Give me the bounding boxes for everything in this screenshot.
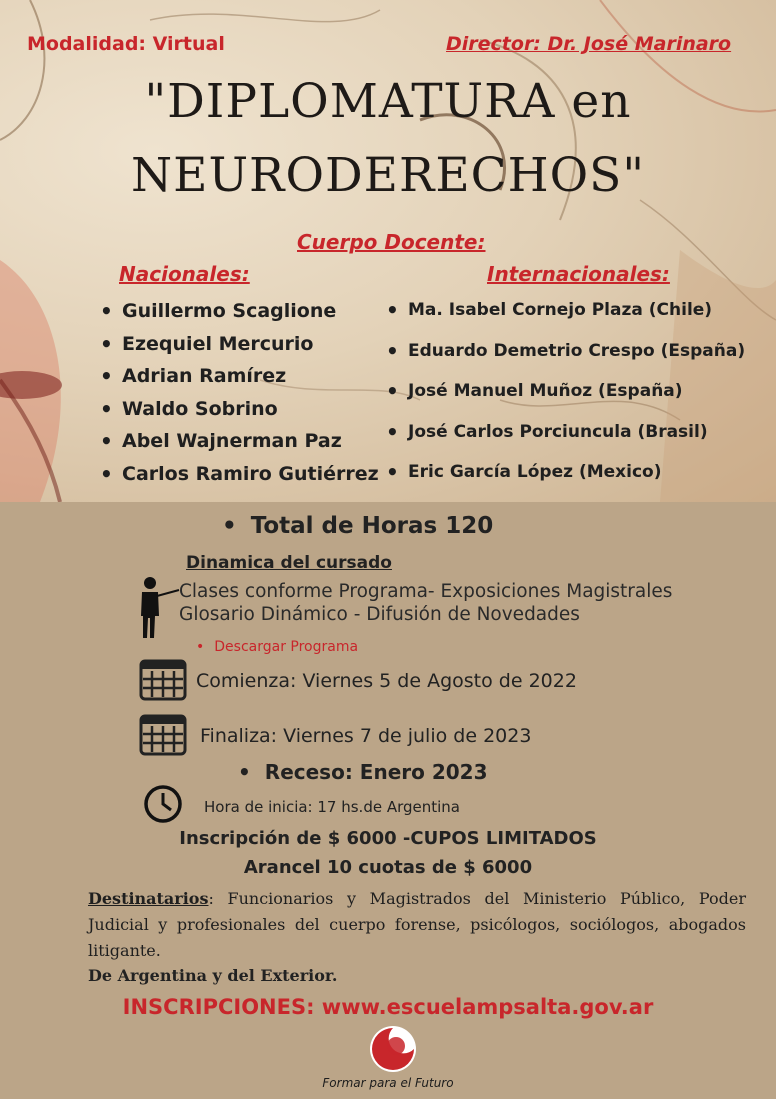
calendar-icon xyxy=(139,714,187,756)
logo-icon xyxy=(367,1024,419,1074)
dynamics-heading: Dinamica del cursado xyxy=(186,553,392,573)
download-program-link[interactable] xyxy=(196,639,358,655)
fee-info: Arancel 10 cuotas de $ 6000 xyxy=(243,857,533,878)
origin-note: De Argentina y del Exterior. xyxy=(88,966,338,985)
list-item: • Waldo Sobrino xyxy=(96,393,379,426)
recess: • Receso: Enero 2023 xyxy=(238,760,487,784)
calendar-icon xyxy=(139,659,187,701)
dynamics-line-1: Clases conforme Programa- Exposiciones Magistrales xyxy=(179,581,673,602)
list-item: • Carlos Ramiro Gutiérrez xyxy=(96,458,379,491)
list-item: • José Carlos Porciuncula (Brasil) xyxy=(382,412,745,453)
registration-info: Inscripción de $ 6000 -CUPOS LIMITADOS xyxy=(179,828,597,849)
dynamics-line-2: Glosario Dinámico - Difusión de Novedades xyxy=(179,604,580,625)
total-hours: • Total de Horas 120 xyxy=(222,513,493,539)
link-bullet: • xyxy=(196,639,205,655)
clock-icon xyxy=(143,784,183,824)
download-program-label: Descargar Programa xyxy=(214,639,359,655)
presenter-icon xyxy=(135,574,181,640)
international-heading: Internacionales: xyxy=(487,262,670,286)
tagline: Formar para el Futuro xyxy=(322,1076,454,1090)
national-heading: Nacionales: xyxy=(119,262,250,286)
end-date: Finaliza: Viernes 7 de julio de 2023 xyxy=(200,725,532,747)
hero-section xyxy=(0,0,776,502)
title-line-1: "DIPLOMATURA en xyxy=(144,74,632,129)
director-label: Director: Dr. José Marinaro xyxy=(446,33,732,55)
audience-label: Destinatarios xyxy=(88,889,209,908)
modality-label: Modalidad: Virtual xyxy=(27,33,225,55)
title-line-2: NEURODERECHOS" xyxy=(131,148,645,203)
audience-text: : Funcionarios y Magistrados del Ministerio Público, Poder Judicial y profesionales del cuerpo forense, psicólogos, sociólogos, abogados litigante. xyxy=(88,889,746,960)
start-time: Hora de inicia: 17 hs.de Argentina xyxy=(204,798,461,816)
list-item: • Ma. Isabel Cornejo Plaza (Chile) xyxy=(382,290,745,331)
national-faculty-list xyxy=(96,295,379,490)
list-item: • Eric García López (Mexico) xyxy=(382,452,745,493)
list-item: • José Manuel Muñoz (España) xyxy=(382,371,745,412)
international-faculty-list xyxy=(382,290,745,493)
list-item: • Guillermo Scaglione xyxy=(96,295,379,328)
list-item: • Eduardo Demetrio Crespo (España) xyxy=(382,331,745,372)
start-date: Comienza: Viernes 5 de Agosto de 2022 xyxy=(196,670,577,692)
inscriptions-link[interactable]: INSCRIPCIONES: www.escuelampsalta.gov.ar xyxy=(122,995,654,1019)
audience-paragraph xyxy=(88,886,746,964)
list-item: • Ezequiel Mercurio xyxy=(96,328,379,361)
faculty-heading: Cuerpo Docente: xyxy=(297,230,486,254)
list-item: • Abel Wajnerman Paz xyxy=(96,425,379,458)
list-item: • Adrian Ramírez xyxy=(96,360,379,393)
